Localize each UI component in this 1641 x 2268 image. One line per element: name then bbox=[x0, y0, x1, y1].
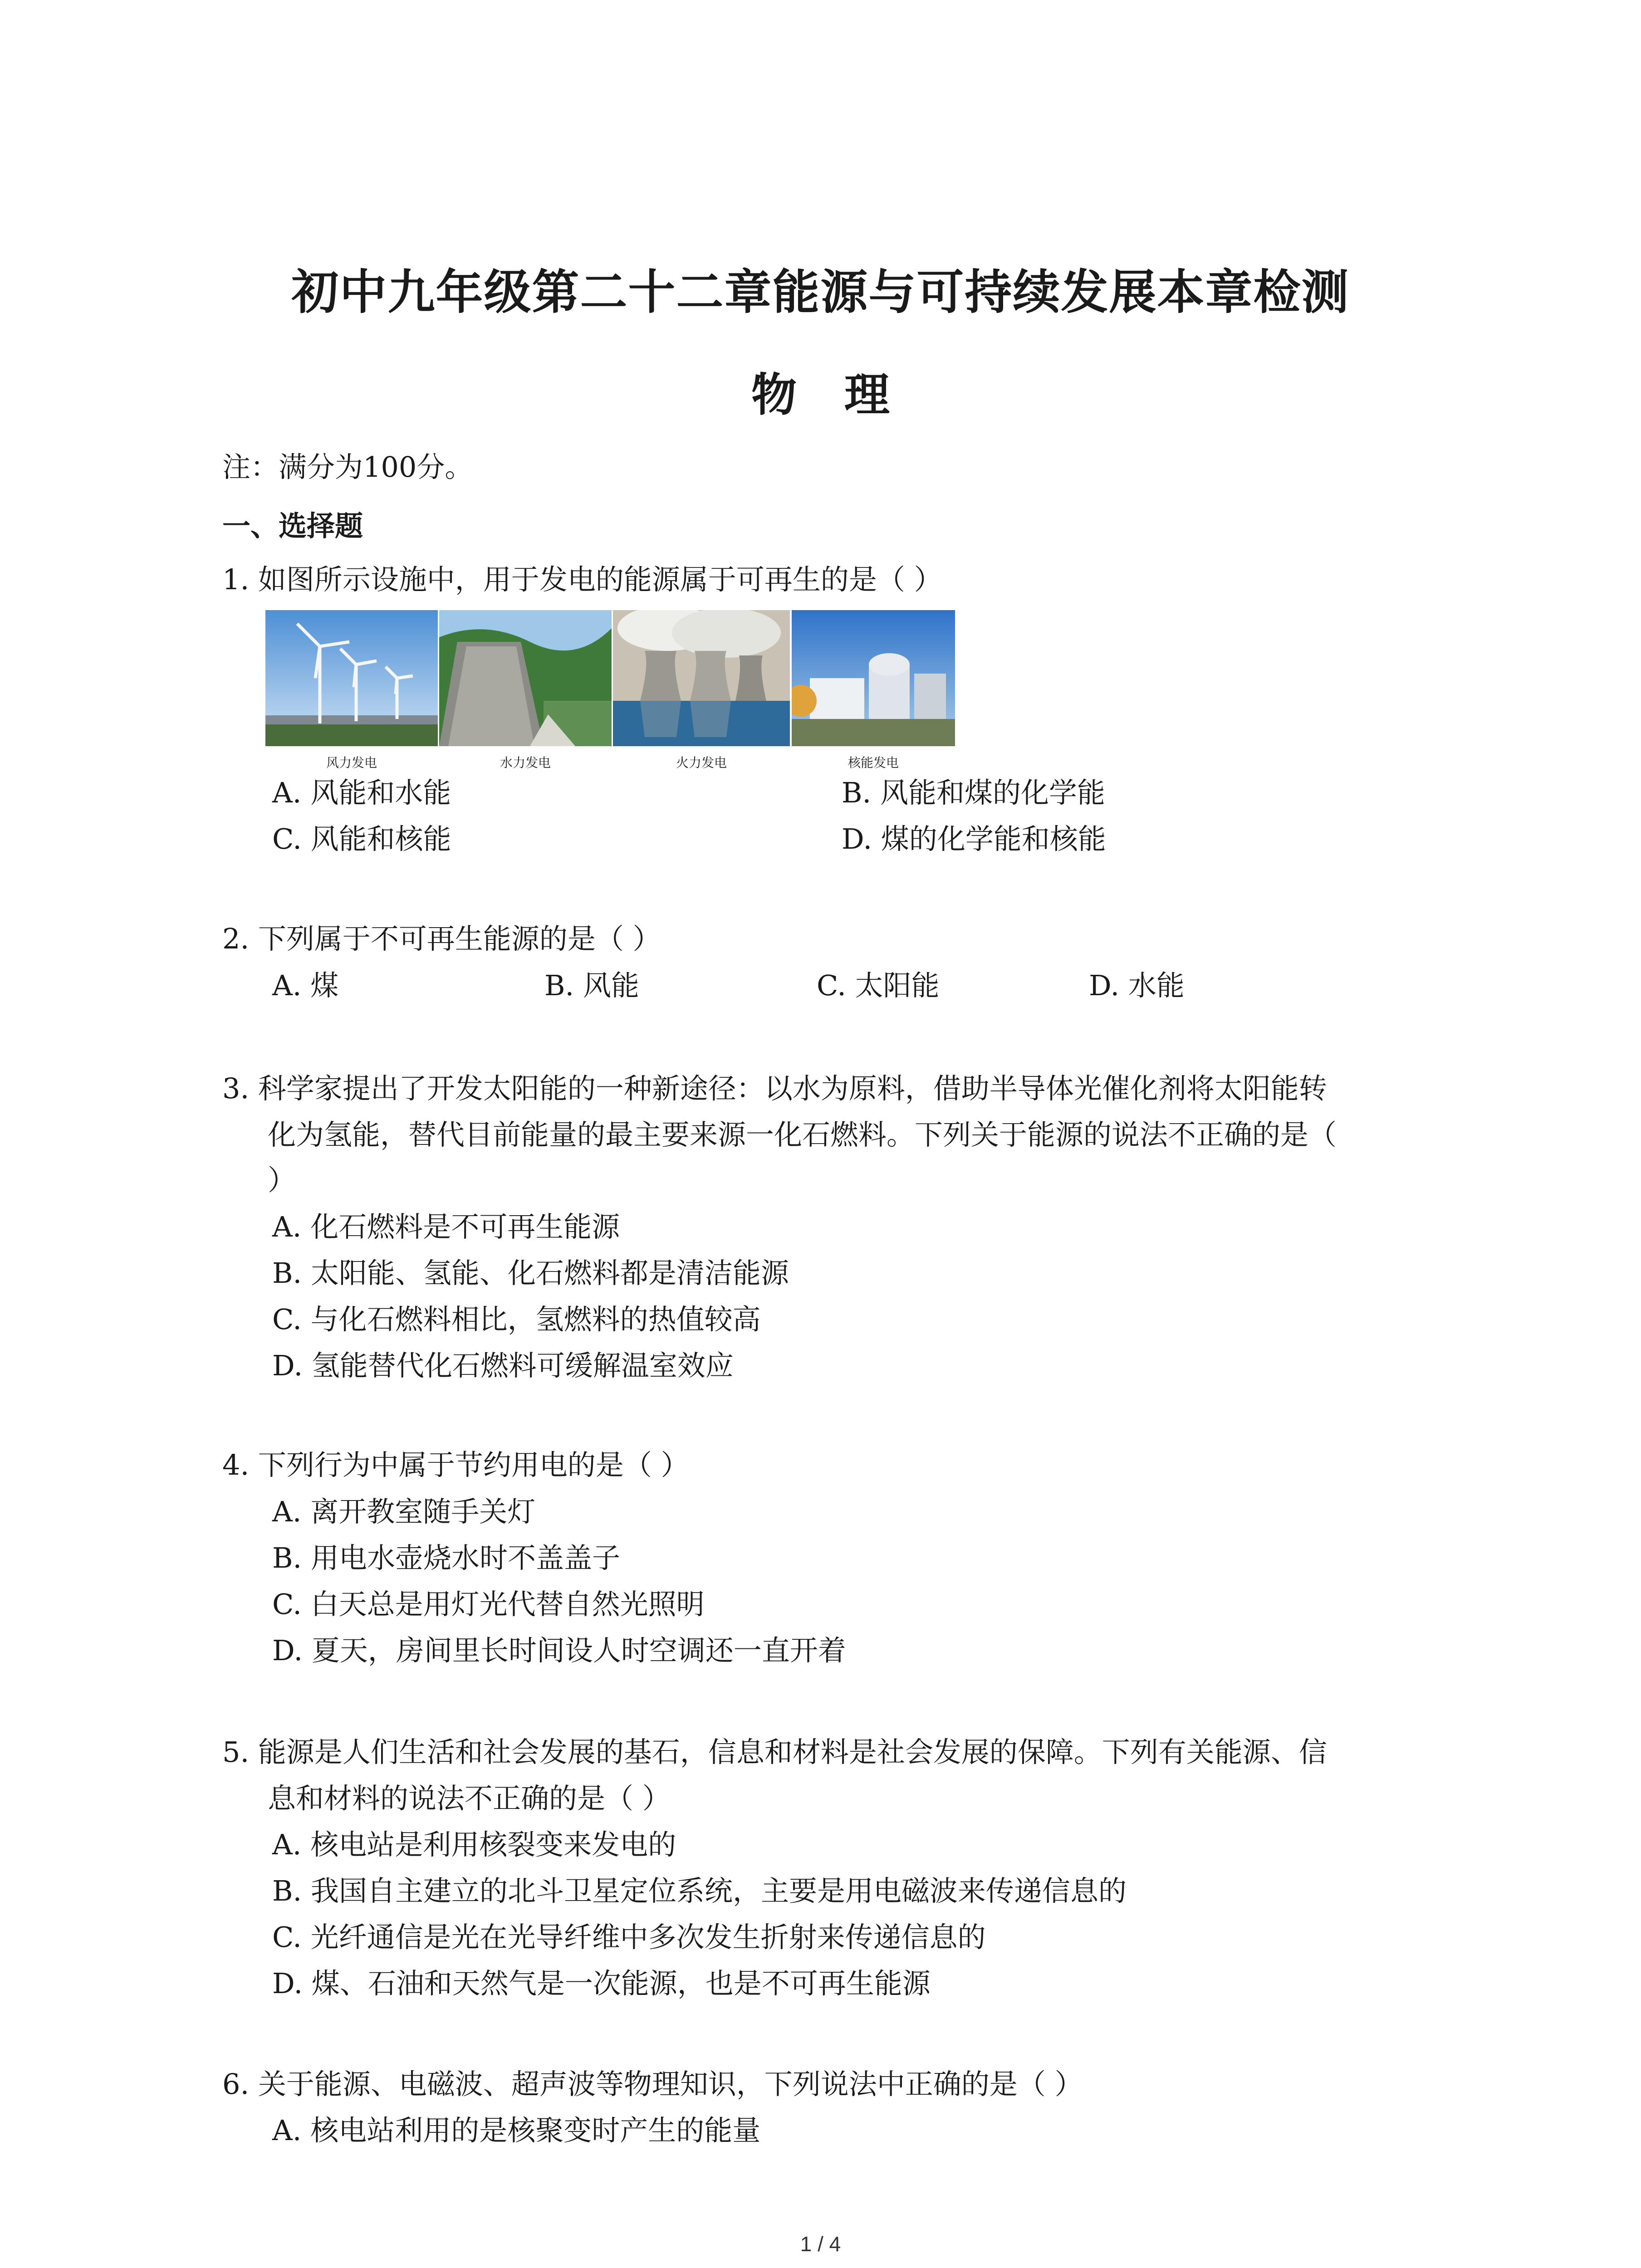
question-6-stem: 6. 关于能源、电磁波、超声波等物理知识，下列说法中正确的是（ ） bbox=[222, 2068, 1083, 2101]
option-c: C. 光纤通信是光在光导纤维中多次发生折射来传递信息的 bbox=[272, 1921, 986, 1954]
question-3-stem-line: 化为氢能，替代目前能量的最主要来源一化石燃料。下列关于能源的说法不正确的是（ bbox=[268, 1118, 1337, 1151]
option-a: A. 煤 bbox=[272, 969, 339, 1002]
document-title: 初中九年级第二十二章能源与可持续发展本章检测 bbox=[291, 264, 1350, 320]
option-d: D. 煤、石油和天然气是一次能源，也是不可再生能源 bbox=[272, 1967, 931, 2000]
option-c: C. 太阳能 bbox=[817, 969, 940, 1002]
option-b: B. 太阳能、氢能、化石燃料都是清洁能源 bbox=[272, 1256, 789, 1290]
option-b: B. 用电水壶烧水时不盖盖子 bbox=[272, 1541, 620, 1574]
option-a: A. 化石燃料是不可再生能源 bbox=[272, 1210, 620, 1243]
image-caption: 核能发电 bbox=[847, 756, 899, 770]
option-d: D. 夏天，房间里长时间设人时空调还一直开着 bbox=[272, 1634, 846, 1667]
question-1-stem: 1. 如图所示设施中，用于发电的能源属于可再生的是（ ） bbox=[222, 563, 942, 596]
wind-turbine-photo bbox=[265, 610, 438, 746]
image-caption: 火力发电 bbox=[676, 756, 727, 770]
option-a: A. 核电站是利用核裂变来发电的 bbox=[272, 1828, 676, 1861]
option-b: B. 我国自主建立的北斗卫星定位系统，主要是用电磁波来传递信息的 bbox=[272, 1874, 1127, 1907]
question-3-stem: 3. 科学家提出了开发太阳能的一种新途径：以水为原料，借助半导体光催化剂将太阳能转 bbox=[222, 1072, 1327, 1105]
dam-photo bbox=[439, 610, 612, 746]
question-3-stem-line: ） bbox=[268, 1163, 296, 1197]
image-caption: 风力发电 bbox=[326, 756, 377, 770]
cooling-tower-photo bbox=[613, 610, 790, 746]
option-a: A. 离开教室随手关灯 bbox=[272, 1495, 536, 1528]
nuclear-plant-photo bbox=[792, 610, 955, 746]
option-a: A. 核电站利用的是核聚变时产生的能量 bbox=[272, 2114, 761, 2147]
option-d: D. 水能 bbox=[1089, 969, 1185, 1002]
question-5-stem: 5. 能源是人们生活和社会发展的基石，信息和材料是社会发展的保障。下列有关能源、信 bbox=[222, 1735, 1327, 1769]
section-heading: 一、选择题 bbox=[222, 509, 363, 543]
question-2-stem: 2. 下列属于不可再生能源的是（ ） bbox=[222, 922, 661, 955]
option-b: B. 风能和煤的化学能 bbox=[842, 776, 1105, 809]
option-a: A. 风能和水能 bbox=[272, 776, 451, 809]
option-d: D. 煤的化学能和核能 bbox=[842, 822, 1106, 855]
option-c: C. 风能和核能 bbox=[272, 822, 451, 855]
page-number: 1 / 4 bbox=[800, 2232, 841, 2256]
option-c: C. 白天总是用灯光代替自然光照明 bbox=[272, 1588, 705, 1621]
question-4-stem: 4. 下列行为中属于节约用电的是（ ） bbox=[222, 1448, 689, 1481]
subject-title: 物 理 bbox=[751, 368, 890, 421]
option-d: D. 氢能替代化石燃料可缓解温室效应 bbox=[272, 1349, 734, 1382]
score-note: 注：满分为100分。 bbox=[222, 450, 473, 484]
option-b: B. 风能 bbox=[544, 969, 639, 1002]
image-caption: 水力发电 bbox=[500, 756, 551, 770]
question-5-stem-line: 息和材料的说法不正确的是（ ） bbox=[268, 1782, 671, 1815]
option-c: C. 与化石燃料相比，氢燃料的热值较高 bbox=[272, 1303, 761, 1336]
